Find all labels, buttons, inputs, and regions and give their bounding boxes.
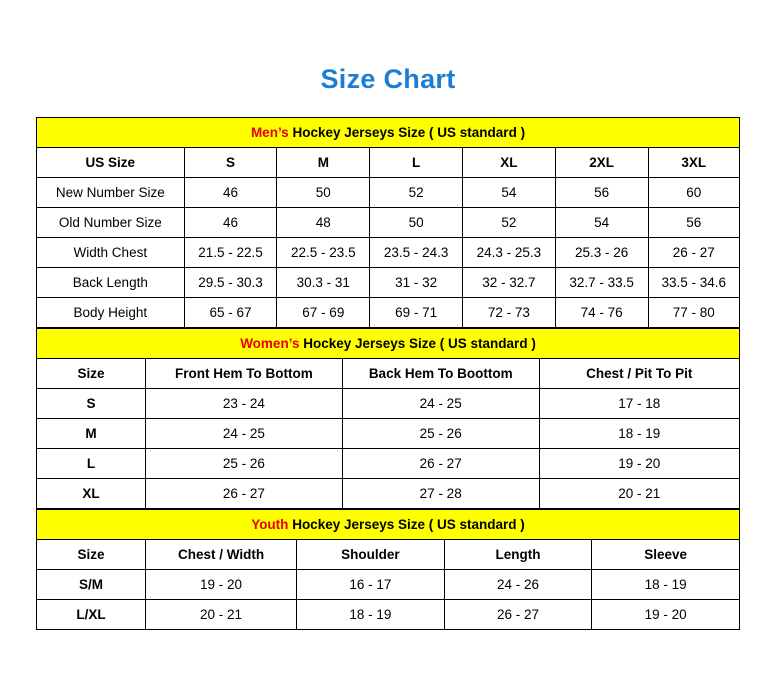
youth-header-cell: Length: [444, 540, 592, 570]
cell: 60: [648, 178, 739, 208]
cell: 25 - 26: [145, 449, 342, 479]
cell: 72 - 73: [462, 298, 555, 328]
womens-header-cell: Chest / Pit To Pit: [539, 359, 739, 389]
table-row: [37, 600, 740, 630]
cell: 21.5 - 22.5: [184, 238, 277, 268]
cell: 48: [277, 208, 370, 238]
womens-band-rest: Hockey Jerseys Size ( US standard ): [299, 336, 536, 351]
cell: 50: [370, 208, 463, 238]
womens-header-cell: Size: [37, 359, 146, 389]
mens-band-rest: Hockey Jerseys Size ( US standard ): [288, 125, 526, 140]
cell: 26 - 27: [342, 449, 539, 479]
cell: 23.5 - 24.3: [370, 238, 463, 268]
table-row: [37, 268, 740, 298]
row-label: Old Number Size: [37, 208, 185, 238]
mens-band-highlight: Men’s: [250, 125, 289, 140]
cell: 20 - 21: [145, 600, 296, 630]
youth-band-highlight: Youth: [251, 517, 289, 532]
cell: 56: [555, 178, 648, 208]
cell: 26 - 27: [145, 479, 342, 509]
row-label: S/M: [37, 570, 146, 600]
cell: 20 - 21: [539, 479, 739, 509]
cell: 19 - 20: [592, 600, 740, 630]
table-row: [37, 419, 740, 449]
cell: 24 - 26: [444, 570, 592, 600]
cell: 56: [648, 208, 739, 238]
youth-size-table: [36, 509, 740, 630]
table-row: [37, 570, 740, 600]
cell: 25 - 26: [342, 419, 539, 449]
cell: 54: [555, 208, 648, 238]
cell: 26 - 27: [444, 600, 592, 630]
youth-header-cell: Chest / Width: [145, 540, 296, 570]
row-label: M: [37, 419, 146, 449]
row-label: Body Height: [37, 298, 185, 328]
mens-band-row: [37, 118, 740, 148]
cell: 31 - 32: [370, 268, 463, 298]
cell: 33.5 - 34.6: [648, 268, 739, 298]
table-row: [37, 238, 740, 268]
youth-header-cell: Shoulder: [297, 540, 445, 570]
cell: 69 - 71: [370, 298, 463, 328]
cell: 18 - 19: [297, 600, 445, 630]
womens-header-cell: Back Hem To Boottom: [342, 359, 539, 389]
mens-header-row: [37, 148, 740, 178]
mens-size-table: [36, 117, 740, 328]
cell: 22.5 - 23.5: [277, 238, 370, 268]
youth-header-cell: Size: [37, 540, 146, 570]
cell: 30.3 - 31: [277, 268, 370, 298]
table-row: [37, 298, 740, 328]
mens-header-cell: 2XL: [555, 148, 648, 178]
mens-header-cell: 3XL: [648, 148, 739, 178]
row-label: New Number Size: [37, 178, 185, 208]
cell: 18 - 19: [539, 419, 739, 449]
womens-header-cell: Front Hem To Bottom: [145, 359, 342, 389]
cell: 65 - 67: [184, 298, 277, 328]
cell: 46: [184, 178, 277, 208]
mens-header-cell: S: [184, 148, 277, 178]
cell: 24.3 - 25.3: [462, 238, 555, 268]
table-row: [37, 449, 740, 479]
table-row: [37, 389, 740, 419]
youth-band-rest: Hockey Jerseys Size ( US standard ): [288, 517, 525, 532]
size-chart-tables: [36, 117, 740, 630]
cell: 17 - 18: [539, 389, 739, 419]
cell: 77 - 80: [648, 298, 739, 328]
mens-header-cell: L: [370, 148, 463, 178]
mens-header-cell: US Size: [37, 148, 185, 178]
womens-size-table: [36, 328, 740, 509]
cell: 52: [462, 208, 555, 238]
row-label: Back Length: [37, 268, 185, 298]
cell: 24 - 25: [145, 419, 342, 449]
cell: 50: [277, 178, 370, 208]
mens-header-cell: M: [277, 148, 370, 178]
table-row: [37, 208, 740, 238]
cell: 52: [370, 178, 463, 208]
womens-band-row: [37, 329, 740, 359]
cell: 32.7 - 33.5: [555, 268, 648, 298]
page-title: Size Chart: [320, 64, 456, 94]
cell: 67 - 69: [277, 298, 370, 328]
mens-header-cell: XL: [462, 148, 555, 178]
cell: 27 - 28: [342, 479, 539, 509]
youth-header-cell: Sleeve: [592, 540, 740, 570]
womens-header-row: [37, 359, 740, 389]
cell: 74 - 76: [555, 298, 648, 328]
womens-band-title: [37, 329, 740, 359]
cell: 25.3 - 26: [555, 238, 648, 268]
row-label: XL: [37, 479, 146, 509]
cell: 24 - 25: [342, 389, 539, 419]
cell: 54: [462, 178, 555, 208]
cell: 23 - 24: [145, 389, 342, 419]
cell: 26 - 27: [648, 238, 739, 268]
mens-band-title: [37, 118, 740, 148]
row-label: S: [37, 389, 146, 419]
row-label: L/XL: [37, 600, 146, 630]
cell: 32 - 32.7: [462, 268, 555, 298]
cell: 18 - 19: [592, 570, 740, 600]
youth-header-row: [37, 540, 740, 570]
youth-band-title: [37, 510, 740, 540]
row-label: L: [37, 449, 146, 479]
youth-band-row: [37, 510, 740, 540]
cell: 19 - 20: [145, 570, 296, 600]
cell: 29.5 - 30.3: [184, 268, 277, 298]
cell: 46: [184, 208, 277, 238]
row-label: Width Chest: [37, 238, 185, 268]
table-row: [37, 479, 740, 509]
table-row: [37, 178, 740, 208]
cell: 16 - 17: [297, 570, 445, 600]
cell: 19 - 20: [539, 449, 739, 479]
womens-band-highlight: Women’s: [240, 336, 300, 351]
